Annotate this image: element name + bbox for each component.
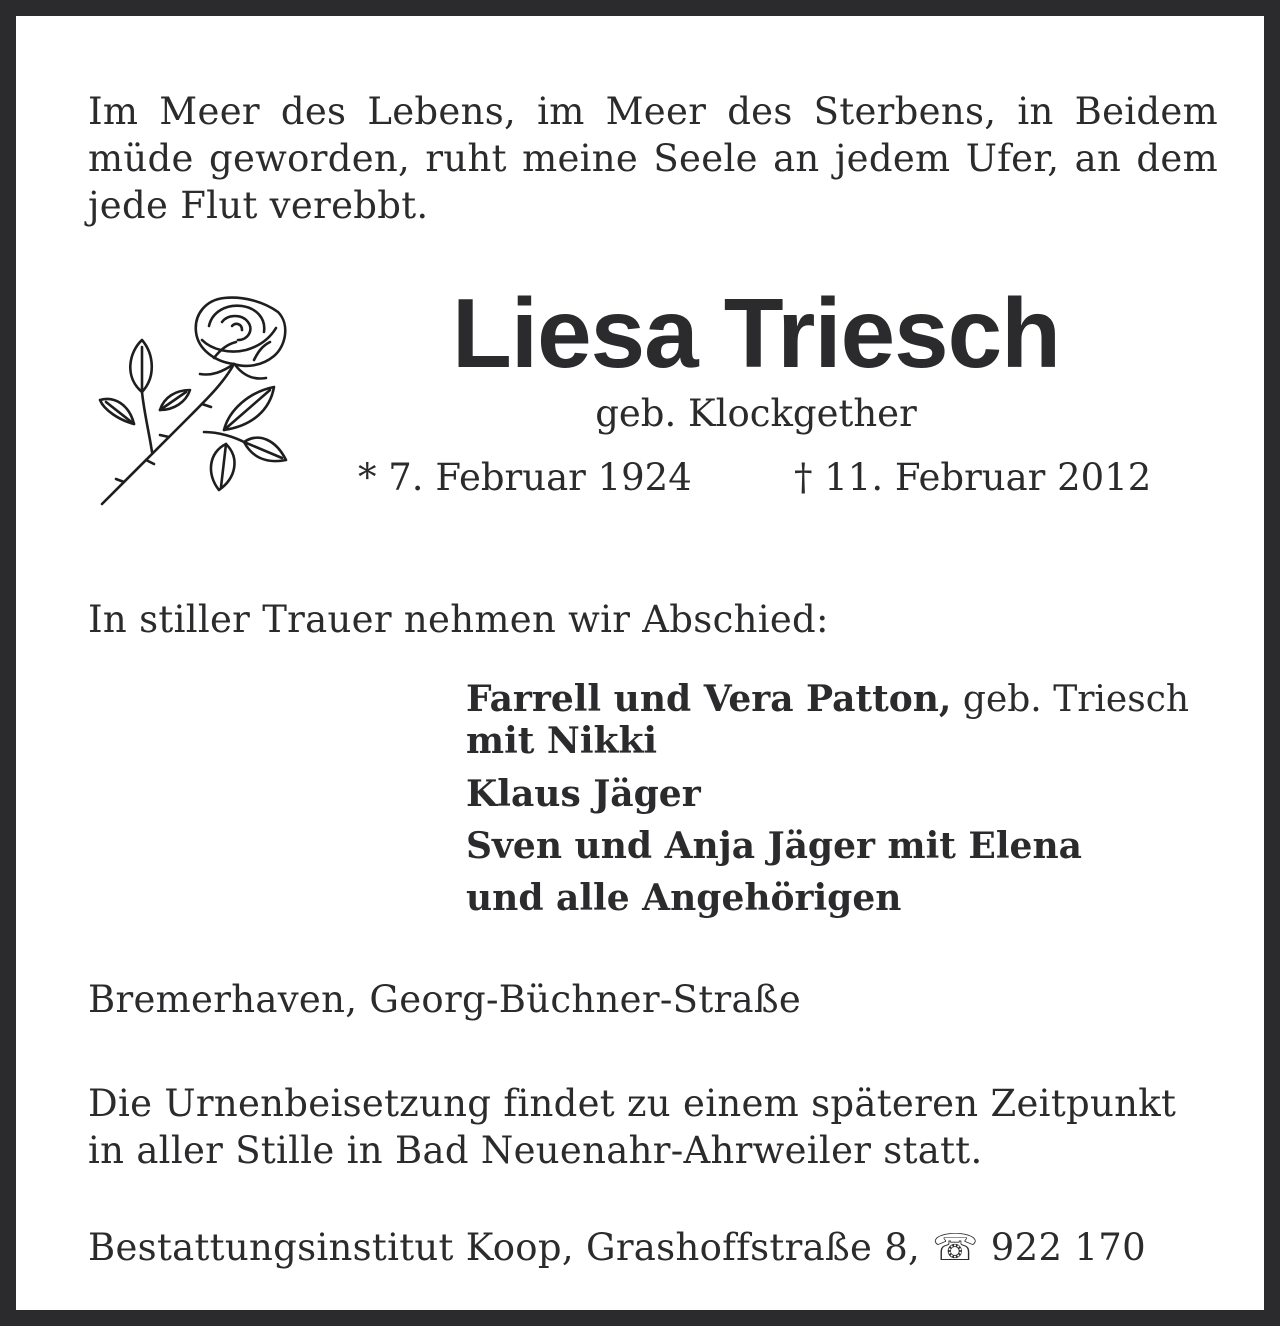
rose-icon	[94, 292, 294, 512]
birth-date: * 7. Februar 1924	[358, 456, 692, 499]
family-line-4: Sven und Anja Jäger mit Elena	[466, 825, 1082, 867]
family-line-3: Klaus Jäger	[466, 773, 701, 815]
mourning-line: In stiller Trauer nehmen wir Abschied:	[88, 598, 829, 641]
motto-text: Im Meer des Lebens, im Meer des Sterbens, in Beidem müde geworden, ruht meine Seele an jedem Ufer, an dem jede Flut verebbt.	[88, 90, 1218, 227]
funeral-home-line: Bestattungsinstitut Koop, Grashoffstraße 8, ☏ 922 170	[88, 1226, 1146, 1269]
family-line-1-names: Farrell und Vera Patton,	[466, 678, 952, 720]
family-line-1	[466, 678, 1226, 721]
family-line-1-maiden: geb. Triesch	[951, 679, 1190, 720]
death-date: † 11. Februar 2012	[794, 456, 1152, 499]
address-line: Bremerhaven, Georg-Büchner-Straße	[88, 978, 802, 1021]
family-line-5: und alle Angehörigen	[466, 877, 902, 919]
burial-notice: Die Urnenbeisetzung findet zu einem späteren Zeitpunkt in aller Stille in Bad Neuenahr-Ahrweiler statt.	[88, 1082, 1177, 1172]
deceased-name: Liesa Triesch	[451, 278, 1061, 388]
family-line-2: mit Nikki	[466, 720, 658, 762]
maiden-name: geb. Klockgether	[595, 392, 917, 435]
